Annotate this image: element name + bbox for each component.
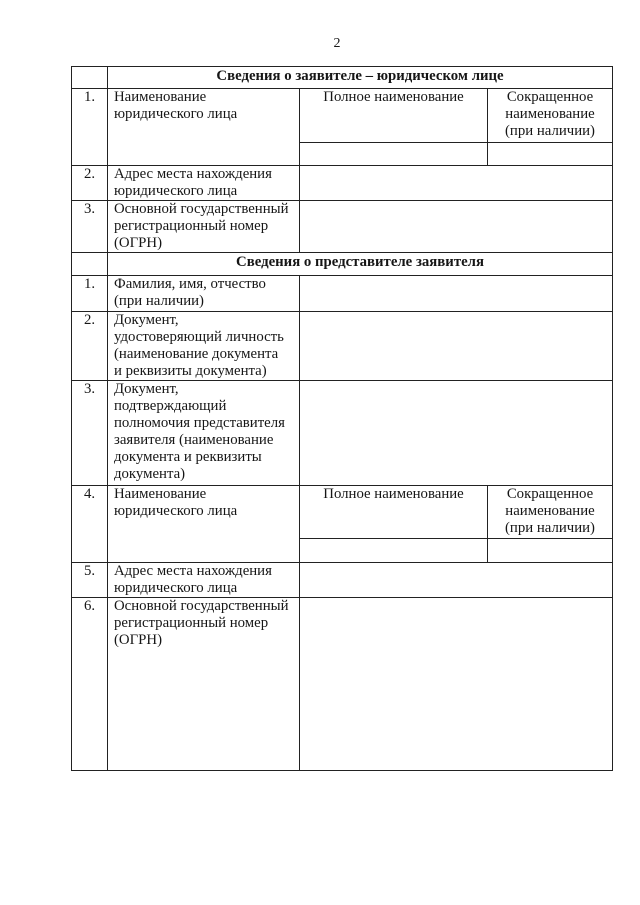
row-number: 5. [72,563,108,598]
row-number: 2. [72,312,108,381]
ogrn-value-cell [300,201,613,253]
field-label-authority-document: Документ, подтверждающий полномочия представителя заявителя (наименование документа и реквизиты документа) [108,381,300,486]
row-number: 1. [72,276,108,312]
applicant-section-title: Сведения о заявителе – юридическом лице [108,67,613,89]
identity-document-value-cell [300,312,613,381]
row-number: 6. [72,598,108,771]
page-number: 2 [333,36,341,51]
field-label-address: Адрес места нахождения юридического лица [108,563,300,598]
table-row [72,201,613,253]
table-row [72,312,613,381]
short-name-value-cell [488,539,613,563]
field-label-ogrn: Основной государственный регистрационный номер (ОГРН) [108,598,300,771]
table-row [72,89,613,143]
full-name-person-value-cell [300,276,613,312]
row-number: 2. [72,166,108,201]
full-name-header: Полное наименование [300,486,488,539]
section-number-cell [72,253,108,276]
address-value-cell [300,166,613,201]
field-label-legal-entity-name: Наименование юридического лица [108,89,300,166]
representative-section-title: Сведения о представителе заявителя [108,253,613,276]
full-name-value-cell [300,539,488,563]
section-number-cell [72,67,108,89]
row-number: 3. [72,201,108,253]
row-number: 1. [72,89,108,166]
full-name-header: Полное наименование [300,89,488,143]
ogrn-value-cell [300,598,613,771]
field-label-address: Адрес места нахождения юридического лица [108,166,300,201]
table-row [72,276,613,312]
table-row [72,598,613,771]
short-name-value-cell [488,143,613,166]
table-row [72,381,613,486]
authority-document-value-cell [300,381,613,486]
representative-section-header-row [72,253,613,276]
field-label-identity-document: Документ, удостоверяющий личность (наименование документа и реквизиты документа) [108,312,300,381]
applicant-section-header-row [72,67,613,89]
field-label-legal-entity-name: Наименование юридического лица [108,486,300,563]
table-row [72,486,613,539]
full-name-value-cell [300,143,488,166]
table-row [72,563,613,598]
row-number: 4. [72,486,108,563]
field-label-full-name: Фамилия, имя, отчество (при наличии) [108,276,300,312]
short-name-header: Сокращенное наименование (при наличии) [488,486,613,539]
field-label-ogrn: Основной государственный регистрационный номер (ОГРН) [108,201,300,253]
applicant-info-form-table [71,66,613,771]
row-number: 3. [72,381,108,486]
table-row [72,166,613,201]
short-name-header: Сокращенное наименование (при наличии) [488,89,613,143]
address-value-cell [300,563,613,598]
